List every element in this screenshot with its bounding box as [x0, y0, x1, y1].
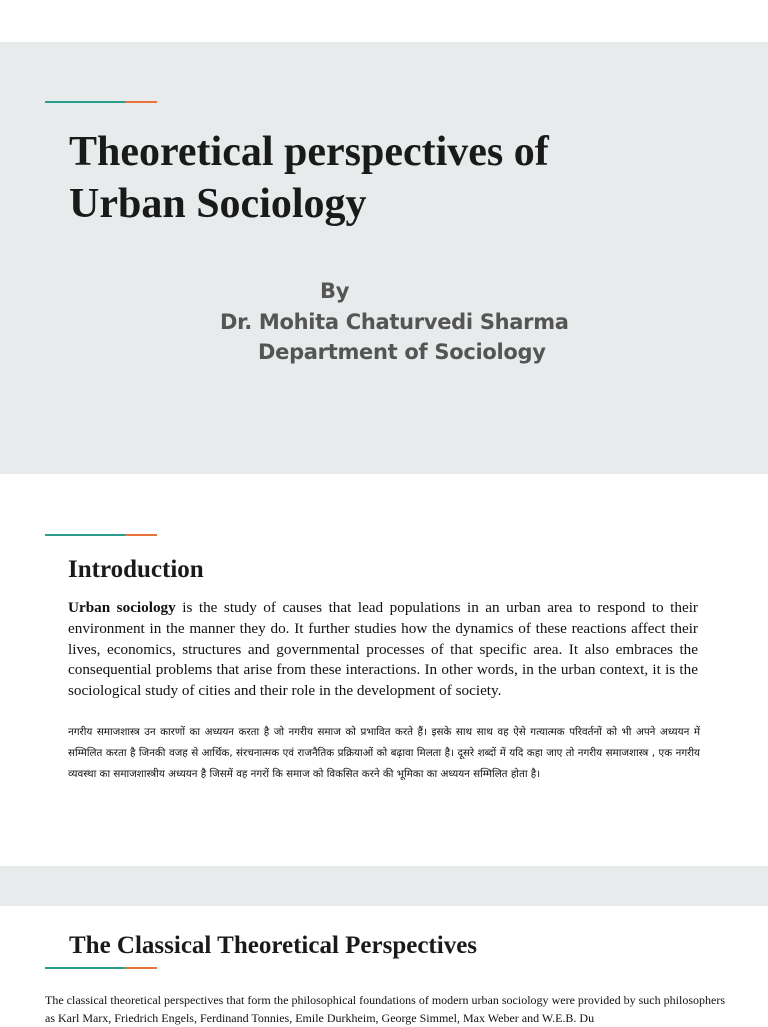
section-heading: The Classical Theoretical Perspectives — [69, 932, 478, 959]
section-heading: Introduction — [68, 556, 204, 583]
accent-line — [45, 101, 157, 103]
title-line-1: Theoretical perspectives of — [69, 129, 549, 175]
slide-title — [69, 126, 689, 230]
slide-divider — [0, 866, 768, 906]
classical-perspectives-slide — [0, 906, 768, 1024]
author-name: Dr. Mohita Chaturvedi Sharma — [220, 310, 569, 334]
title-line-2: Urban Sociology — [69, 181, 367, 227]
classical-paragraph: The classical theoretical perspectives that form the philosophical foundations of modern urban sociology were provided by such philosophers as Karl Marx, Friedrich Engels, Ferdinand Tonnies, Emile Durkheim, George Simmel, Max Weber and W.E.B. Du — [45, 993, 725, 1025]
department-name: Department of Sociology — [258, 340, 546, 364]
intro-paragraph-english — [68, 598, 698, 702]
accent-line — [45, 967, 157, 969]
urban-sociology-term: Urban sociology — [68, 599, 176, 616]
title-slide — [0, 42, 768, 474]
intro-paragraph-text: is the study of causes that lead populations in an urban area to respond to their environment in the manner they do. It further studies how the dynamics of these reactions affect their lives, economics, structures and governmental processes of that specific area. It also embraces the consequential problems that arise from these interactions. In other words, in the urban context, it is the sociological study of cities and their role in the development of society. — [68, 599, 698, 700]
accent-line — [45, 534, 157, 536]
intro-paragraph-hindi: नगरीय समाजशास्त्र उन कारणों का अध्ययन करता है जो नगरीय समाज को प्रभावित करते हैं। इसके साथ साथ वह ऐसे गत्यात्मक परिवर्तनों को भी अपने अध्ययन में सम्मिलित करता है जिनकी वजह से आर्थिक, संरचनात्मक एवं राजनैतिक प्रक्रियाओं को बढ़ावा मिलता है। दूसरे शब्दों में यदि कहा जाए तो नगरीय समाजशास्त्र , एक नगरीय व्यवस्था का समाजशास्त्रीय अध्ययन है जिसमें वह नगरों कि समाज को विकसित करने की भूमिका का अध्ययन सम्मिलित होता है। — [68, 726, 700, 780]
introduction-slide — [0, 474, 768, 866]
by-label: By — [320, 279, 350, 303]
